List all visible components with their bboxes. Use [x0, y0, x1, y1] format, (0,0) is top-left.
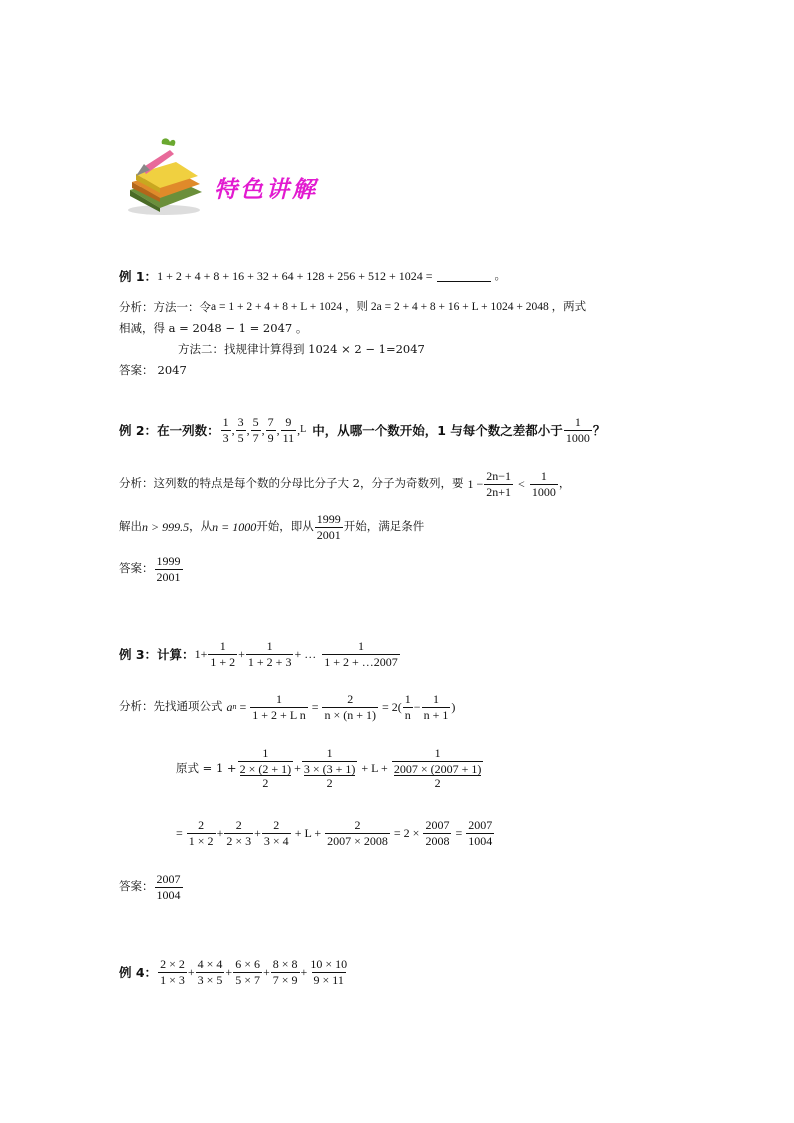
ex2-answer-value: 1999 2001 [156, 554, 181, 584]
ex3-analysis-label: 分析：先找通项公式 [119, 699, 223, 714]
ex3-o-frac1: 1 2 × (2 + 1) 2 [239, 746, 292, 791]
ex2-a2a: 解出 [119, 519, 142, 534]
page-title: 特色讲解 [214, 177, 318, 203]
ex3-s-f1: $\frac{2}{1 \times 2}$ [188, 818, 214, 848]
ex1-method2: 方法二：找规律计算得到 1024 × 2 − 1=2047 [178, 342, 425, 356]
ex2-seq-4: 7 9 [267, 415, 274, 445]
ex3-q-f1: $\frac{1}{1 + 2}$ [210, 639, 236, 669]
ex3-o-frac3: 1 2007 × (2007 + 1) 2 [393, 746, 482, 791]
ex2-a2d: 开始，满足条件 [343, 519, 425, 534]
ex3-original-line: 原式 = 1 + 1 2 × (2 + 1) 2 + 1 3 × (3 + 1) 2 + L + 1 2007 × (2007 + 1) 2 [176, 746, 482, 791]
ex2-analysis-line1 [119, 470, 570, 498]
ex2-text1: 在一列数： [157, 423, 220, 439]
ex3-answer [119, 873, 184, 901]
ex3-answer-label: 答案： [119, 879, 154, 894]
ex4-term-4: $\frac{8 \times 8}{7 \times 9}$ [272, 957, 298, 987]
ex2-text2: 中，从哪一个数开始，1 与每个数之差都小于 [312, 423, 563, 439]
ex1-analysis-line2: 相减，得 a = 2048 − 1 = 2047 。 [119, 321, 308, 335]
ex2-ellipsis: L [300, 424, 307, 436]
ex2-ineq-tail: ， [558, 476, 571, 491]
ex2-label: 例 2： [119, 423, 158, 439]
ex1-expression: 1 + 2 + 4 + 8 + 16 + 32 + 64 + 128 + 256 + 512 + 1024 = [157, 269, 433, 283]
ex4-term-1: 2 × 2 1 × 3 [160, 957, 185, 987]
ex3-s-f4: $\frac{2}{2007 \times 2008}$ [327, 818, 388, 848]
ex3-eq1-f4: $\frac{1}{n + 1}$ [423, 692, 449, 722]
ex4-term-3: $\frac{6 \times 6}{5 \times 7}$ [235, 957, 260, 987]
ex1-label: 例 1： [119, 269, 158, 284]
ex1-answer-label: 答案： [119, 363, 154, 377]
ex3-q-f3: 1 1 + 2 + …2007 [324, 639, 398, 669]
ex2-analysis-text: 分析：这列数的特点是每个数的分母比分子大 2，分子为奇数列，要 [119, 476, 464, 491]
ex2-a2c: 开始，即从 [256, 519, 314, 534]
ex2-seq-2: 3 5 [237, 415, 244, 445]
ex4-term-5: $\frac{10 \times 10}{9 \times 11}$ [310, 957, 348, 987]
ex3-analysis-line1: 分析：先找通项公式 a n = $\frac{1}{\text{1 + 2 + L n}}$ = $\frac{2}{n \times (n + 1)}$ = 2( 1 n − $\frac{1}{n + 1}$ ) [119, 692, 456, 722]
ex1-question [119, 267, 506, 285]
ex3-s-f2: $\frac{2}{2 \times 3}$ [226, 818, 252, 848]
ex1-analysis-line1 [119, 302, 586, 314]
ex3-s-mid: = 2 × [393, 826, 420, 841]
ex2-answer-label: 答案： [119, 561, 154, 576]
ex2-n-eq: n = 1000 [212, 520, 257, 535]
ex2-question: 例 2： 在一列数： 1 3 , 3 5 , 5 7 , 7 9 , 9 11 , L 中，从哪一个数开始，1 与每个数之差都小于 1 1000 ？ [119, 415, 606, 445]
ex2-answer [119, 555, 184, 583]
ex3-orig-label: 原式 = 1 + [176, 760, 237, 775]
ex3-an-sub: n [232, 702, 237, 712]
ex3-answer-value: 2007 1004 [156, 872, 181, 902]
ex3-o-frac2: 1 3 × (3 + 1) 2 [303, 746, 356, 791]
ex3-q-dots: + … [294, 647, 317, 662]
ex3-eq1-f1: $\frac{1}{\text{1 + 2 + L n}}$ [252, 692, 306, 722]
ex2-start-frac: 1999 2001 [316, 512, 341, 542]
ex1-tail: 。 [494, 268, 507, 283]
ex3-eq1-close: ) [451, 700, 456, 715]
ex3-s-plusL: + L + [294, 826, 322, 841]
ex3-s-f3: $\frac{2}{3 \times 4}$ [263, 818, 289, 848]
ex1-analysis-label: 分析：方法一：令 [119, 300, 211, 314]
ex1-answer-value: 2047 [157, 363, 187, 377]
ex3-s-f6: $\frac{2007}{1004}$ [468, 818, 493, 848]
ex3-s-f5: $\frac{2007}{2008}$ [425, 818, 450, 848]
ex3-o-plusL: + L + [361, 761, 388, 776]
ex1-analysis-text: a = 1 + 2 + 4 + 8 + L + 1024 ，则 2a = 2 + 4 + 8 + 16 + L + 1024 + 2048 ，两式 [211, 301, 587, 313]
ex3-eq1-f3: 1 n [404, 692, 411, 722]
ex2-seq-3: 5 7 [252, 415, 259, 445]
ex3-label: 例 3：计算： [119, 647, 195, 663]
ex1-answer [119, 365, 187, 377]
ex2-qmark: ？ [592, 423, 606, 439]
ex3-an: a [226, 700, 233, 715]
ex2-ineq-lhs: 1 − [467, 477, 484, 492]
ex2-seq-1: 1 3 [222, 415, 229, 445]
ex2-n-gt: n > 999.5 [142, 520, 190, 535]
ex2-ineq-rhs: 1 1000 [531, 469, 556, 499]
ex4-term-2: $\frac{4 \times 4}{3 \times 5}$ [197, 957, 223, 987]
ex3-q-lead: 1+ [194, 647, 208, 662]
ex2-bound: 1 1000 [565, 415, 590, 445]
ex4-question: 例 4： 2 × 2 1 × 3 + $\frac{4 \times 4}{3 \times 5}$ + $\frac{6 \times 6}{5 \times 7}$ + $\frac{8 \times 8}{7 \times 9}$ + $\frac{10 \times 10}{9 \times 11}$ [119, 957, 348, 987]
ex2-a2b: ，从 [189, 519, 213, 534]
ex1-answer-blank [437, 271, 491, 282]
ex3-sum-line: = $\frac{2}{1 \times 2}$ + $\frac{2}{2 \times 3}$ + $\frac{2}{3 \times 4}$ + L + $\frac{2}{2007 \times 2008}$ = 2 × $\frac{2007}{2008}$ = $\frac{2007}{1004}$ [176, 818, 493, 848]
ex2-analysis-line2 [119, 513, 424, 541]
ex4-label: 例 4： [119, 965, 158, 981]
ex2-ineq-frac: $\frac{2n-1}{2n+1}$ [486, 469, 512, 499]
ex3-eq1-c: = 2( [382, 700, 402, 715]
ex2-seq-5: 9 11 [282, 415, 295, 445]
books-pencil-icon [124, 138, 206, 216]
ex3-eq1-f2: $\frac{2}{n \times (n + 1)}$ [324, 692, 377, 722]
ex3-question: 例 3：计算： 1+ $\frac{1}{1 + 2}$ + $\frac{1}{1 + 2 + 3}$ + … 1 1 + 2 + …2007 [119, 639, 398, 669]
ex2-ineq-op: < [518, 477, 525, 492]
ex3-q-f2: $\frac{1}{1 + 2 + 3}$ [247, 639, 292, 669]
